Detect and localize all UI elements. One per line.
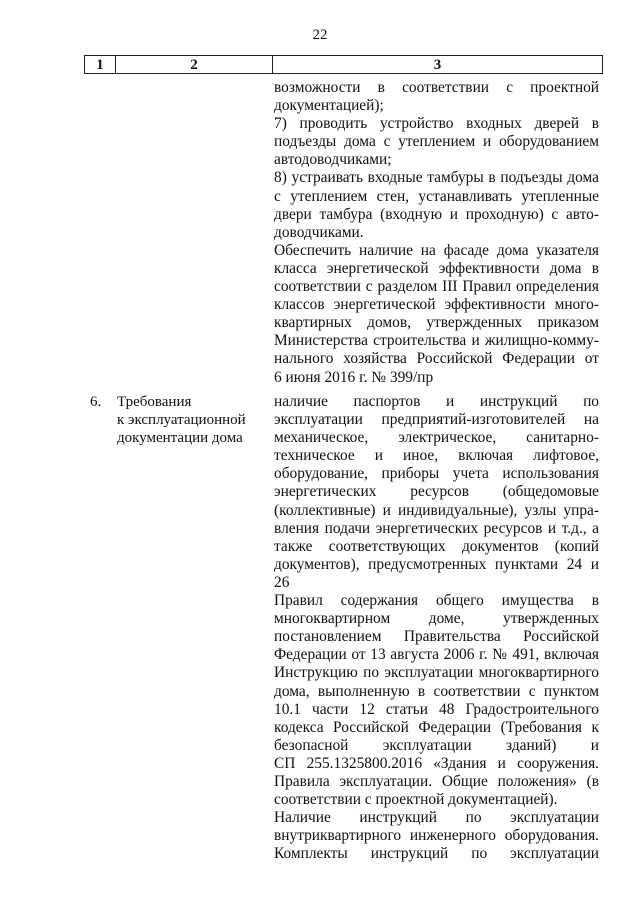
requirement-line: Требования — [117, 394, 192, 410]
row-6-content — [274, 393, 599, 863]
text-line: вления подачи энергетических ресурсов и т.д., а — [274, 519, 599, 537]
text-line: эксплуатации предприятий-изготовителей на — [274, 411, 599, 429]
text-line: документов), предусмотренных пунктами 24 и 26 — [274, 555, 599, 591]
text-line: Федерации от 13 августа 2006 г. № 491, включая — [274, 646, 599, 664]
text-line: Правил содержания общего имущества в — [274, 592, 599, 610]
text-line: постановлением Правительства Российской — [274, 628, 599, 646]
requirement-title — [117, 393, 267, 447]
text-line: Правила эксплуатации. Общие положения» (в — [274, 772, 599, 790]
page-number: 22 — [312, 27, 328, 43]
row-5-continuation — [274, 79, 599, 387]
text-line: механическое, электрическое, санитарно- — [274, 429, 599, 447]
text-line: кодекса Российской Федерации (Требования к — [274, 718, 599, 736]
text-line: двери тамбура (входную и проходную) с авто- — [274, 205, 599, 223]
text-line: соответствии с проектной документацией). — [274, 791, 558, 809]
text-line: оборудование, приборы учета использования — [274, 465, 599, 483]
text-line: также соответствующих документов (копий — [274, 537, 599, 555]
text-line: доводчиками. — [274, 223, 364, 241]
text-line: возможности в соответствии с проектной — [274, 79, 599, 96]
text-line: Обеспечить наличие на фасаде дома указателя — [274, 241, 599, 259]
text-line: дома, выполненную в соответствии с пунктом — [274, 682, 599, 700]
text-line: безопасной эксплуатации зданий) и — [274, 736, 599, 754]
text-line: техническое и иное, включая лифтовое, — [274, 447, 599, 465]
text-line: многоквартирном доме, утвержденных — [274, 610, 599, 628]
text-line: 10.1 части 12 статьи 48 Градостроительного — [274, 700, 599, 718]
text-line: нального хозяйства Российской Федерации от — [274, 350, 599, 368]
text-line: СП 255.1325800.2016 «Здания и сооружения. — [274, 754, 599, 772]
text-line: с утеплением стен, устанавливать утепленные — [274, 187, 599, 205]
text-line: 8) устраивать входные тамбуры в подъезды дома — [274, 169, 599, 187]
table-header — [84, 55, 603, 74]
text-line: классов энергетической эффективности много- — [274, 296, 599, 314]
text-line: (коллективные) и индивидуальные), узлы упра- — [274, 501, 599, 519]
text-line: 7) проводить устройство входных дверей в — [274, 115, 599, 133]
text-line: Инструкцию по эксплуатации многоквартирного — [274, 664, 599, 682]
text-line: автодоводчиками; — [274, 151, 392, 169]
text-line: внутриквартирного инженерного оборудования. — [274, 827, 599, 845]
column-header-3: 3 — [273, 56, 603, 74]
row-number: 6. — [90, 394, 102, 410]
text-line: документацией); — [274, 97, 384, 115]
column-header-2: 2 — [116, 56, 273, 74]
text-line: энергетических ресурсов (общедомовые — [274, 483, 599, 501]
text-line: соответствии с разделом III Правил определения — [274, 278, 599, 296]
requirement-line: к эксплуатационной — [117, 412, 246, 428]
text-line: квартирных домов, утвержденных приказом — [274, 314, 599, 332]
requirement-line: документации дома — [117, 430, 243, 446]
text-line: Наличие инструкций по эксплуатации — [274, 809, 599, 827]
column-header-1: 1 — [85, 56, 116, 74]
text-line: Комплекты инструкций по эксплуатации — [274, 845, 599, 863]
text-line: наличие паспортов и инструкций по — [274, 393, 599, 410]
text-line: Министерства строительства и жилищно-комму- — [274, 332, 599, 350]
text-line: подъезды дома с утеплением и оборудованием — [274, 133, 599, 151]
text-line: 6 июня 2016 г. № 399/пр — [274, 368, 434, 386]
text-line: класса энергетической эффективности дома в — [274, 259, 599, 277]
